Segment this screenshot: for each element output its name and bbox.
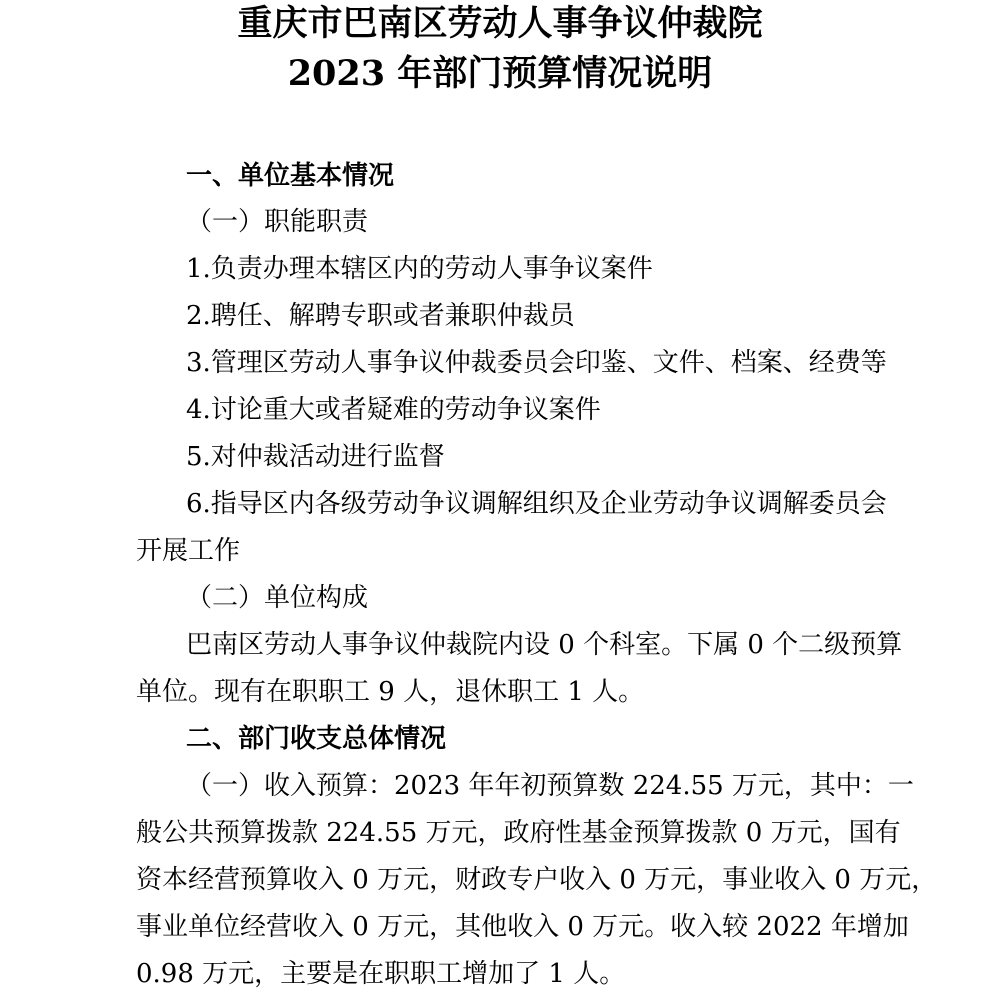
duty-item: 3.管理区劳动人事争议仲裁委员会印鉴、文件、档案、经费等 xyxy=(186,348,887,378)
duty-item: 4.讨论重大或者疑难的劳动争议案件 xyxy=(186,395,601,425)
income-paragraph-line: 0.98 万元，主要是在职职工增加了 1 人。 xyxy=(136,959,626,989)
composition-paragraph-cont: 单位。现有在职职工 9 人，退休职工 1 人。 xyxy=(136,677,645,707)
duty-item: 1.负责办理本辖区内的劳动人事争议案件 xyxy=(186,254,653,284)
income-paragraph-line: 资本经营预算收入 0 万元，财政专户收入 0 万元，事业收入 0 万元， xyxy=(136,865,938,895)
section-heading-basic-info: 一、单位基本情况 xyxy=(186,161,395,191)
duty-item: 2.聘任、解聘专职或者兼职仲裁员 xyxy=(186,301,575,331)
income-paragraph-line: （一）收入预算：2023 年年初预算数 224.55 万元，其中：一 xyxy=(186,771,914,801)
document-subtitle: 2023 年部门预算情况说明 xyxy=(287,53,713,94)
income-paragraph-line: 般公共预算拨款 224.55 万元，政府性基金预算拨款 0 万元，国有 xyxy=(136,818,901,848)
duty-item: 6.指导区内各级劳动争议调解组织及企业劳动争议调解委员会 xyxy=(186,489,887,519)
duty-item-continuation: 开展工作 xyxy=(136,536,241,566)
subsection-heading-duties: （一）职能职责 xyxy=(186,207,369,237)
section-heading-budget-overview: 二、部门收支总体情况 xyxy=(186,724,447,754)
duty-item: 5.对仲裁活动进行监督 xyxy=(186,442,445,472)
composition-paragraph: 巴南区劳动人事争议仲裁院内设 0 个科室。下属 0 个二级预算 xyxy=(186,630,903,660)
document-title: 重庆市巴南区劳动人事争议仲裁院 xyxy=(237,3,763,44)
subsection-heading-composition: （二）单位构成 xyxy=(186,583,369,613)
income-paragraph-line: 事业单位经营收入 0 万元，其他收入 0 万元。收入较 2022 年增加 xyxy=(136,912,909,942)
